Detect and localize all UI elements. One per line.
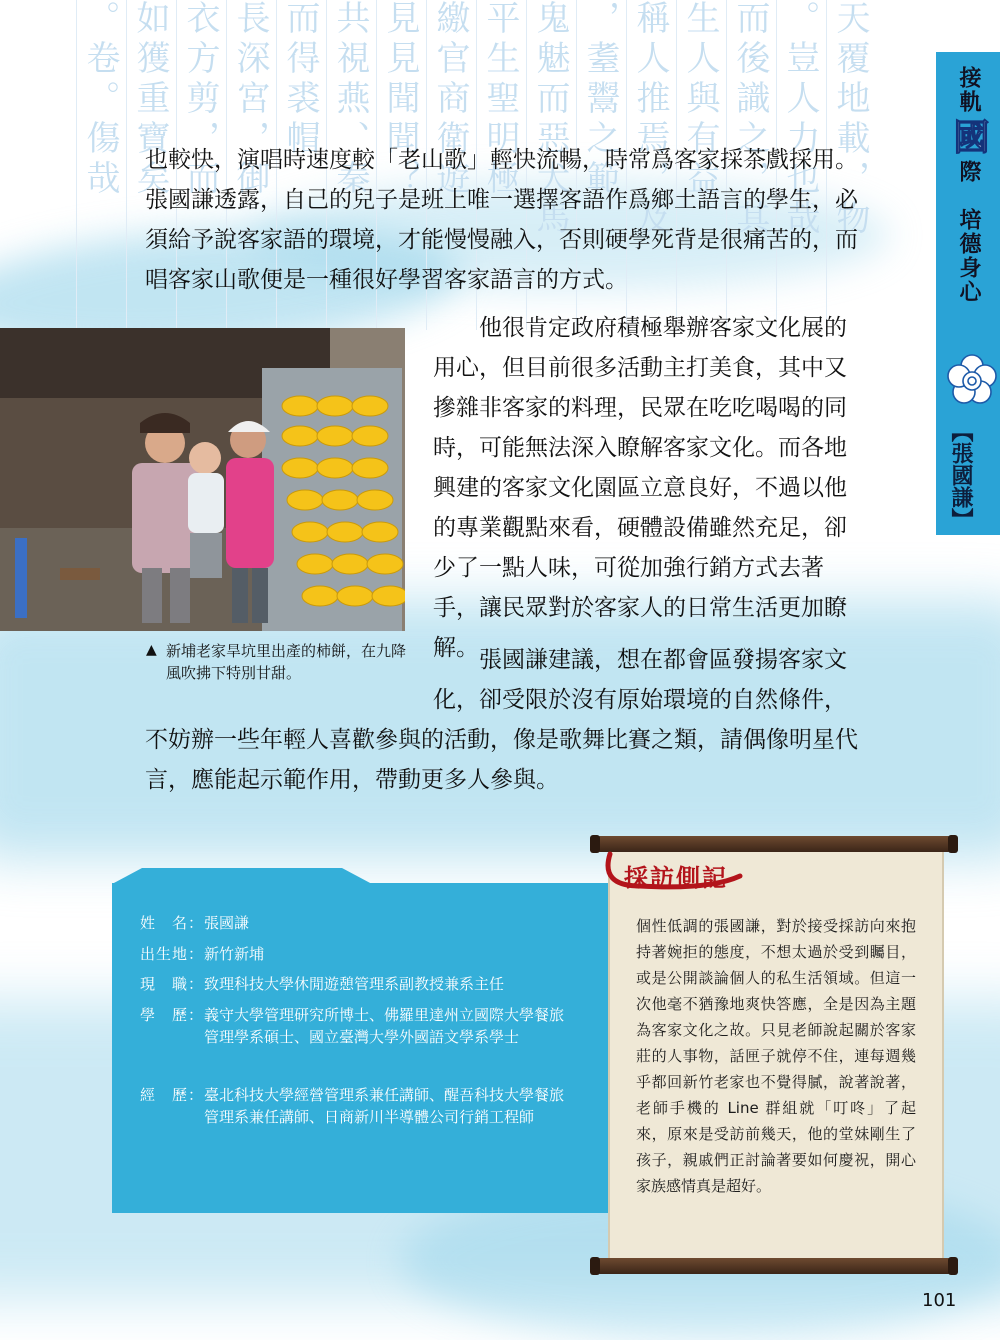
series-title-top: 接軌 xyxy=(956,66,982,114)
article-paragraph: 也較快，演唱時速度較「老山歌」輕快流暢，時常爲客家採茶戲採用。張國謙透露，自己的兒子是班上唯一選擇客語作爲鄉土語言的學生，必須給予說客家語的環境，才能慢慢融入，否則硬學死背是很痛苦的，而唱客家山歌便是一種很好學習客家語言的方式。 xyxy=(145,147,858,293)
profile-label: 姓 名： xyxy=(140,914,205,932)
calligraphy-column: 共視燕、秦 xyxy=(326,0,372,330)
calligraphy-column: 而得裘帽 xyxy=(276,0,322,330)
profile-row-experience xyxy=(140,1084,564,1128)
calligraphy-column: 如獲重寶矣 xyxy=(126,0,172,330)
calligraphy-column: 長深宮，御 xyxy=(226,0,272,330)
photo-illustration xyxy=(0,328,405,631)
profile-label: 現 職： xyxy=(140,975,205,993)
profile-value: 張國謙 xyxy=(204,914,250,932)
series-title-bottom: 培德身心 xyxy=(956,208,982,304)
calligraphy-column: ，耋鬻之範 xyxy=(576,0,622,330)
profile-row-education xyxy=(140,1004,564,1048)
calligraphy-column: 衣方剪，而 xyxy=(176,0,222,330)
calligraphy-column: 繳官商衛遊 xyxy=(426,0,472,330)
series-title-emblem: 國 xyxy=(948,118,990,156)
calligraphy-column: 。豈人力也哉 xyxy=(776,0,822,330)
article-paragraph: 他很肯定政府積極舉辦客家文化展的用心，但目前很多活動主打美食，其中又摻雜非客家的料理，民眾在吃吃喝喝的同時，可能無法深入瞭解客家文化。而各地興建的客家文化園區立意良好，不過以他的專業觀點來看，硬體設備雖然充足，卻少了一點人味，可從加強行銷方式去著手，讓民眾對於客家人的日常生活更加瞭解。 xyxy=(433,315,847,661)
camellia-flower-icon xyxy=(944,352,1000,408)
calligraphy-column: 天覆地載，物 xyxy=(826,0,872,330)
profile-row-birthplace xyxy=(140,943,564,965)
scroll-rod-cap xyxy=(948,1257,958,1275)
profile-value: 義守大學管理研究所博士、佛羅里達州立國際大學餐旅管理學系碩士、國立臺灣大學外國語文學系學士 xyxy=(204,1006,565,1046)
profile-label: 學 歷： xyxy=(140,1006,205,1024)
interviewee-name-tab: 【張國謙】 xyxy=(948,420,974,530)
calligraphy-column: 。卷。傷哉 xyxy=(76,0,122,330)
profile-value: 臺北科技大學經營管理系兼任講師、醒吾科技大學餐旅管理系兼任講師、日商新川半導體公司行銷工程師 xyxy=(204,1086,565,1126)
scroll-rod-cap xyxy=(590,1257,600,1275)
profile-label: 經 歷： xyxy=(140,1086,205,1104)
calligraphy-column: 而後識之，其 xyxy=(726,0,772,330)
profile-value: 新竹新埔 xyxy=(204,945,265,963)
scroll-rod-bottom xyxy=(596,1258,952,1274)
profile-label: 出生地： xyxy=(140,945,205,963)
series-title xyxy=(944,66,995,304)
photo-caption: 新埔老家旱坑里出產的柿餅，在九降風吹拂下特別甘甜。 xyxy=(166,642,407,682)
calligraphy-column: 平生聖明極 xyxy=(476,0,522,330)
article-paragraph-continued: 不妨辦一些年輕人喜歡參與的活動，像是歌舞比賽之類，請偶像明星代言，應能起示範作用，帶動更多人參與。 xyxy=(145,727,858,793)
calligraphy-column: 生人與有益 xyxy=(676,0,722,330)
series-title-mid: 際 xyxy=(956,160,982,184)
article-paragraph: 張國謙建議，想在都會區發揚客家文化，卻受限於沒有原始環境的自然條件， xyxy=(433,647,847,713)
family-persimmon-photo xyxy=(0,328,405,631)
profile-row-position xyxy=(140,973,564,995)
caption-triangle-icon: ▲ xyxy=(146,642,157,658)
page-number: 101 xyxy=(922,1290,957,1311)
profile-value: 致理科技大學休閒遊憩管理系副教授兼系主任 xyxy=(204,975,505,993)
calligraphy-column: 見見聞聞？ xyxy=(376,0,422,330)
scroll-rod-cap xyxy=(590,835,600,853)
calligraphy-column: 鬼魅而惡犬馬 xyxy=(526,0,572,330)
profile-row-name xyxy=(140,912,564,934)
calligraphy-column: 稱人推焉，及 xyxy=(626,0,672,330)
profile-box-tab xyxy=(112,868,612,884)
interview-note-text: 個性低調的張國謙，對於接受採訪向來抱持著婉拒的態度，不想太過於受到矚目，或是公開談論個人的私生活領域。但這一次他毫不猶豫地爽快答應，全是因為主題為客家文化之故。只見老師說起關於客家莊的人事物，話匣子就停不住，連每週幾乎都回新竹老家也不覺得膩，說著說著，老師手機的 Line 群組就「叮咚」了起來，原來是受訪前幾天，他的堂妹剛生了孩子，親戚們正討論著要如何慶祝，開心家族感情真是超好。 xyxy=(636,917,916,1195)
scroll-rod-cap xyxy=(948,835,958,853)
interview-note-title: 採訪側記 xyxy=(624,863,728,892)
